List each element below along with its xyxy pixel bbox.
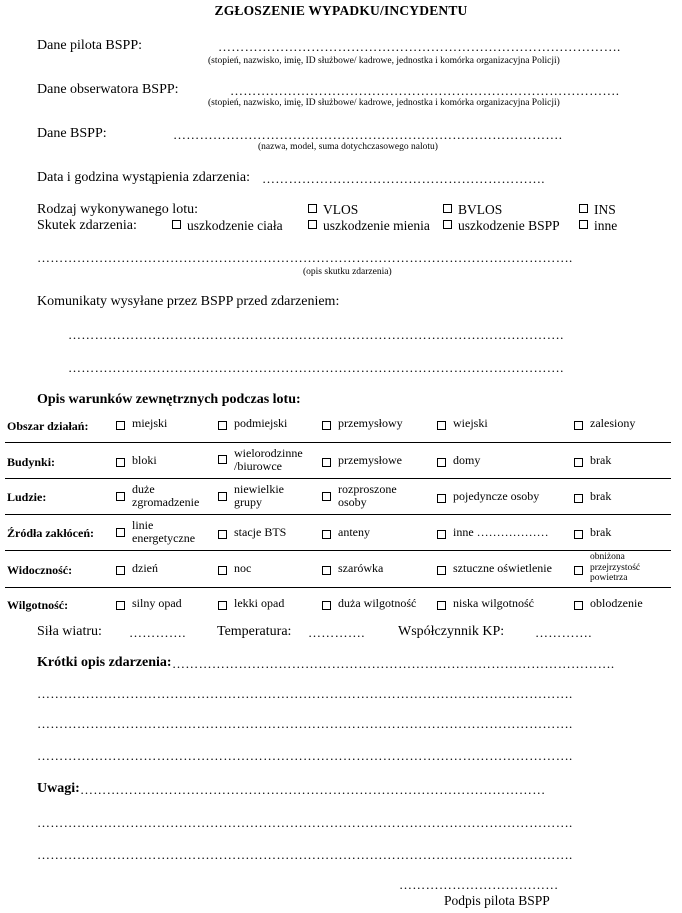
option-interference-other[interactable]: inne ………………: [437, 526, 567, 539]
checkbox-icon: [437, 494, 446, 503]
option-buildings-none[interactable]: brak: [574, 454, 674, 467]
option-area-rural[interactable]: wiejski: [437, 417, 567, 430]
checkbox-icon: [579, 204, 588, 213]
row-label-area: Obszar działań:: [7, 419, 89, 433]
messages-line-1[interactable]: ………………………………………………………………………………………………….: [68, 327, 564, 342]
temperature-field[interactable]: ………….: [308, 625, 365, 640]
checkbox-icon: [116, 421, 125, 430]
bspp-hint: (nazwa, model, suma dotychczasowego nalotu): [258, 142, 438, 152]
option-people-individuals[interactable]: pojedyncze osoby: [437, 490, 567, 503]
checkbox-icon: [322, 601, 331, 610]
pilot-hint: (stopień, nazwisko, imię, ID służbowe/ kadrowe, jednostka i komórka organizacyjna Policji): [208, 56, 560, 66]
messages-label: Komunikaty wysyłane przez BSPP przed zdarzeniem:: [37, 294, 340, 309]
datetime-field[interactable]: ……………………………………………………….: [262, 171, 545, 186]
checkbox-icon: [322, 492, 331, 501]
row-divider: [5, 587, 671, 588]
bspp-field[interactable]: …………………………………………………………………………….: [173, 127, 563, 142]
conditions-heading: Opis warunków zewnętrznych podczas lotu:: [37, 392, 301, 407]
option-area-industrial[interactable]: przemysłowy: [322, 417, 430, 430]
remarks-line-1[interactable]: ……………………………………………………………………………………………: [80, 782, 546, 797]
option-humidity-low[interactable]: niska wilgotność: [437, 597, 572, 610]
checkbox-icon: [218, 492, 227, 501]
checkbox-icon: [437, 601, 446, 610]
option-buildings-blocks[interactable]: bloki: [116, 454, 211, 467]
option-area-forest[interactable]: zalesiony: [574, 417, 674, 430]
checkbox-injury[interactable]: uszkodzenie ciała: [172, 218, 283, 234]
option-people-large-crowd[interactable]: duże zgromadzenie: [116, 483, 211, 509]
checkbox-ins[interactable]: INS: [579, 202, 616, 218]
checkbox-icon: [443, 204, 452, 213]
checkbox-icon: [437, 458, 446, 467]
bspp-label: Dane BSPP:: [37, 126, 107, 141]
remarks-label: Uwagi:: [37, 781, 80, 796]
option-visibility-night[interactable]: noc: [218, 562, 318, 575]
checkbox-icon: [437, 421, 446, 430]
pilot-field[interactable]: ……………………………………………………………………………….: [218, 39, 621, 54]
checkbox-icon: [116, 528, 125, 537]
option-interference-none[interactable]: brak: [574, 526, 674, 539]
observer-label: Dane obserwatora BSPP:: [37, 82, 179, 97]
option-visibility-twilight[interactable]: szarówka: [322, 562, 430, 575]
checkbox-icon: [574, 566, 583, 575]
observer-field[interactable]: …………………………………………………………………………….: [230, 83, 620, 98]
description-line-1[interactable]: ……………………………………………………………………………………….: [172, 656, 615, 671]
kp-label: Współczynnik KP:: [398, 624, 505, 639]
row-label-humidity: Wilgotność:: [7, 598, 69, 612]
wind-field[interactable]: ………….: [129, 625, 186, 640]
pilot-label: Dane pilota BSPP:: [37, 38, 143, 53]
checkbox-icon: [443, 220, 452, 229]
checkbox-icon: [322, 458, 331, 467]
option-interference-bts[interactable]: stacje BTS: [218, 526, 318, 539]
checkbox-icon: [574, 530, 583, 539]
remarks-line-3[interactable]: ………………………………………………………………………………………………………….: [37, 847, 573, 862]
checkbox-icon: [322, 421, 331, 430]
checkbox-icon: [218, 530, 227, 539]
effect-hint: (opis skutku zdarzenia): [303, 267, 392, 277]
checkbox-icon: [116, 458, 125, 467]
row-label-visibility: Widoczność:: [7, 563, 73, 577]
option-buildings-multifamily[interactable]: wielorodzinne /biurowce: [218, 447, 318, 473]
option-visibility-artificial-light[interactable]: sztuczne oświetlenie: [437, 562, 572, 575]
checkbox-icon: [116, 492, 125, 501]
checkbox-icon: [308, 204, 317, 213]
description-line-4[interactable]: ………………………………………………………………………………………………………….: [37, 748, 573, 763]
checkbox-bvlos[interactable]: BVLOS: [443, 202, 502, 218]
row-label-buildings: Budynki:: [7, 455, 56, 469]
option-humidity-high[interactable]: duża wilgotność: [322, 597, 437, 610]
row-divider: [5, 550, 671, 551]
checkbox-icon: [218, 421, 227, 430]
signature-field[interactable]: ………………………………: [399, 877, 559, 892]
checkbox-icon: [116, 601, 125, 610]
option-humidity-light-rain[interactable]: lekki opad: [218, 597, 318, 610]
signature-label: Podpis pilota BSPP: [444, 893, 550, 908]
checkbox-icon: [437, 566, 446, 575]
checkbox-bspp-damage[interactable]: uszkodzenie BSPP: [443, 218, 560, 234]
option-humidity-heavy-rain[interactable]: silny opad: [116, 597, 216, 610]
checkbox-icon: [579, 220, 588, 229]
description-line-2[interactable]: ………………………………………………………………………………………………………….: [37, 686, 573, 701]
row-label-interference: Źródła zakłóceń:: [7, 526, 94, 540]
option-interference-antennas[interactable]: anteny: [322, 526, 430, 539]
checkbox-property-damage[interactable]: uszkodzenie mienia: [308, 218, 430, 234]
checkbox-other[interactable]: inne: [579, 218, 617, 234]
row-divider: [5, 514, 671, 515]
form-title: ZGŁOSZENIE WYPADKU/INCYDENTU: [214, 3, 468, 18]
datetime-label: Data i godzina wystąpienia zdarzenia:: [37, 170, 251, 185]
checkbox-icon: [574, 494, 583, 503]
checkbox-icon: [322, 530, 331, 539]
checkbox-icon: [172, 220, 181, 229]
checkbox-icon: [574, 421, 583, 430]
option-interference-power-lines[interactable]: linie energetyczne: [116, 519, 211, 545]
remarks-line-2[interactable]: ………………………………………………………………………………………………………….: [37, 815, 573, 830]
description-line-3[interactable]: ………………………………………………………………………………………………………….: [37, 716, 573, 731]
option-visibility-day[interactable]: dzień: [116, 562, 211, 575]
wind-label: Siła wiatru:: [37, 624, 102, 639]
checkbox-icon: [116, 566, 125, 575]
checkbox-icon: [308, 220, 317, 229]
option-people-dispersed[interactable]: rozproszone osoby: [322, 483, 430, 509]
description-label: Krótki opis zdarzenia:: [37, 655, 172, 670]
option-humidity-icing[interactable]: oblodzenie: [574, 597, 674, 610]
checkbox-icon: [322, 566, 331, 575]
option-area-suburban[interactable]: podmiejski: [218, 417, 318, 430]
option-buildings-houses[interactable]: domy: [437, 454, 567, 467]
row-divider: [5, 442, 671, 443]
messages-line-2[interactable]: ………………………………………………………………………………………………….: [68, 360, 564, 375]
checkbox-icon: [218, 566, 227, 575]
option-people-small-groups[interactable]: niewielkie grupy: [218, 483, 318, 509]
option-visibility-reduced[interactable]: obniżona przejrzystość powietrza: [574, 552, 674, 584]
checkbox-icon: [218, 455, 227, 464]
row-divider: [5, 478, 671, 479]
observer-hint: (stopień, nazwisko, imię, ID służbowe/ kadrowe, jednostka i komórka organizacyjna Policji): [208, 98, 560, 108]
option-people-none[interactable]: brak: [574, 490, 674, 503]
checkbox-vlos[interactable]: VLOS: [308, 202, 358, 218]
effect-label: Skutek zdarzenia:: [37, 218, 137, 233]
effect-description-field[interactable]: ………………………………………………………………………………………………………….: [37, 250, 573, 265]
flight-type-label: Rodzaj wykonywanego lotu:: [37, 202, 198, 217]
kp-field[interactable]: ………….: [535, 625, 592, 640]
temperature-label: Temperatura:: [217, 624, 292, 639]
checkbox-icon: [574, 601, 583, 610]
checkbox-icon: [218, 601, 227, 610]
row-label-people: Ludzie:: [7, 490, 47, 504]
option-buildings-industrial[interactable]: przemysłowe: [322, 454, 430, 467]
option-area-urban[interactable]: miejski: [116, 417, 211, 430]
checkbox-icon: [574, 458, 583, 467]
checkbox-icon: [437, 530, 446, 539]
